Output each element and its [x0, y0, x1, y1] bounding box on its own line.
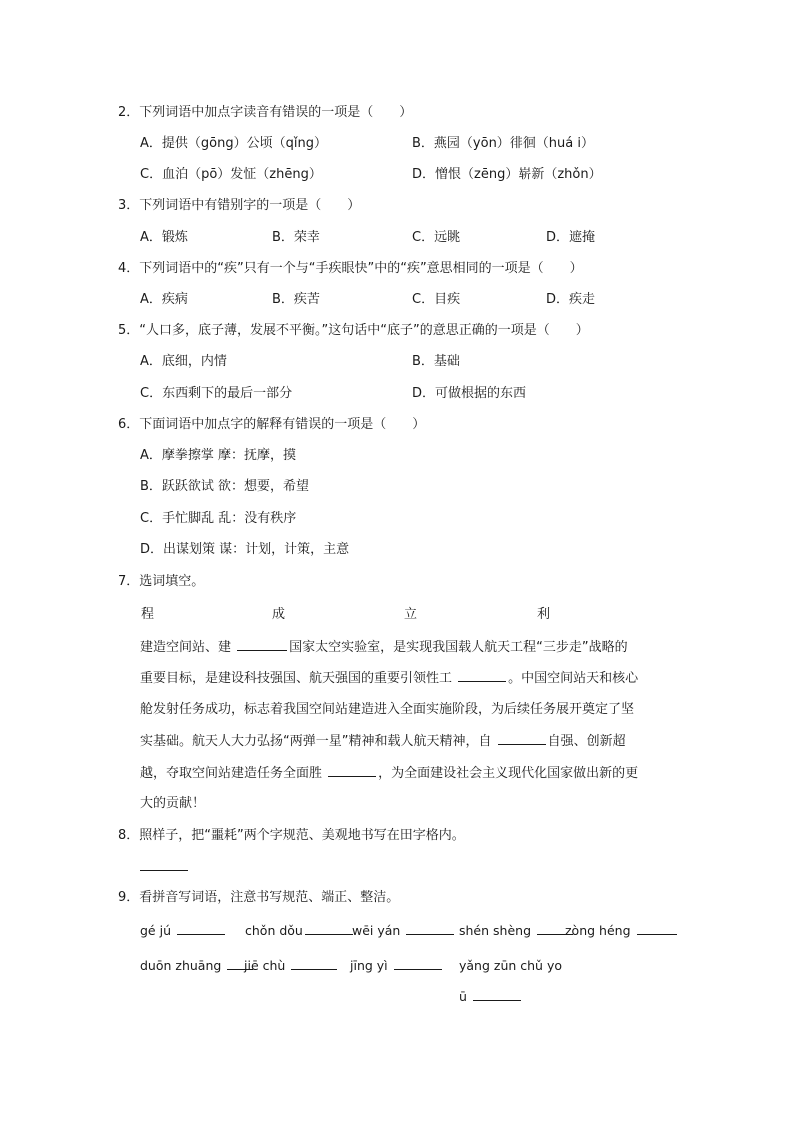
fill-blank-2[interactable]: [458, 669, 506, 682]
question-4-option-d: D．疾走: [546, 292, 596, 307]
pinyin-answer-blank[interactable]: [394, 957, 442, 970]
passage-line-3: 舱发射任务成功，标志着我国空间站建造进入全面实施阶段，为后续任务展开奠定了坚: [140, 702, 635, 717]
question-3-option-c: C．远眺: [412, 230, 461, 245]
pinyin-row-2-item-2: jiē chù: [244, 957, 339, 975]
pinyin-row-2-item-1: duōn zhuāng: [140, 957, 255, 975]
fill-blank-3[interactable]: [498, 732, 546, 745]
pinyin-row-1-item-3: wēi yán: [352, 922, 456, 940]
pinyin-row-1-item-2: chǒn dǒu: [245, 922, 355, 940]
pinyin-answer-blank[interactable]: [305, 922, 353, 935]
pinyin-row-1-item-5: zòng héng: [565, 922, 679, 940]
fill-blank-4[interactable]: [328, 764, 376, 777]
word-bank-item-1: 程: [141, 607, 155, 622]
answer-blank-q8[interactable]: [140, 870, 188, 871]
passage-line-2: 重要目标，是建设科技强国、航天强国的重要引领性工 。中国空间站天和核心: [140, 671, 639, 686]
pinyin-row-1-item-4: shén shèng: [459, 922, 575, 940]
question-3-option-b: B．荣幸: [272, 230, 320, 245]
question-3-option-a: A．锻炼: [140, 230, 188, 245]
fill-blank-1[interactable]: [237, 638, 287, 651]
pinyin-answer-blank[interactable]: [473, 988, 521, 1001]
question-4-option-a: A．疾病: [140, 292, 188, 307]
question-4-option-b: B．疾苦: [272, 292, 320, 307]
question-5-option-b: B．基础: [412, 354, 460, 369]
question-6-option-a: A．摩拳擦掌 摩：抚摩，摸: [140, 448, 297, 463]
question-2-stem: 2．下列词语中加点字读音有错误的一项是（ ）: [118, 105, 413, 120]
question-2-option-d: D．憎恨（zēng）崭新（zhǒn）: [412, 167, 602, 182]
question-2-option-a: A．提供（gōng）公顷（qǐng）: [140, 136, 327, 151]
question-6-option-c: C．手忙脚乱 乱：没有秩序: [140, 511, 297, 526]
pinyin-row-2-item-3: jīng yì: [350, 957, 444, 975]
question-9-stem: 9．看拼音写词语，注意书写规范、端正、整洁。: [118, 890, 400, 905]
question-6-option-d: D．出谋划策 谋：计划，计策，主意: [140, 542, 350, 557]
question-2-option-c: C．血泊（pō）发怔（zhēng）: [140, 167, 322, 182]
pinyin-answer-blank[interactable]: [177, 922, 225, 935]
question-5-option-c: C．东西剩下的最后一部分: [140, 386, 293, 401]
question-3-stem: 3．下列词语中有错别字的一项是（ ）: [118, 198, 361, 213]
question-4-option-c: C．目疾: [412, 292, 461, 307]
word-bank-item-4: 利: [537, 607, 551, 622]
question-8-stem: 8．照样子，把“噩耗”两个字规范、美观地书写在田字格内。: [118, 828, 465, 843]
pinyin-answer-blank[interactable]: [406, 922, 454, 935]
question-6-stem: 6．下面词语中加点字的解释有错误的一项是（ ）: [118, 417, 426, 432]
question-5-option-d: D．可做根据的东西: [412, 386, 527, 401]
word-bank-item-2: 成: [272, 607, 286, 622]
question-5-stem: 5．“人口多，底子薄，发展不平衡。”这句话中“底子”的意思正确的一项是（ ）: [118, 323, 589, 338]
pinyin-row-1-item-1: gé jú: [140, 922, 227, 940]
question-5-option-a: A．底细，内情: [140, 354, 227, 369]
word-bank-item-3: 立: [404, 607, 418, 622]
question-2-option-b: B．燕园（yōn）徘徊（huá i）: [412, 136, 594, 151]
pinyin-answer-blank[interactable]: [291, 957, 337, 970]
pinyin-answer-blank[interactable]: [637, 922, 677, 935]
pinyin-row-2-item-4: yǎng zūn chǔ yo: [459, 958, 563, 973]
question-4-stem: 4．下列词语中的“疾”只有一个与“手疾眼快”中的“疾”意思相同的一项是（ ）: [118, 261, 583, 276]
passage-line-1: 建造空间站、建 国家太空实验室，是实现我国载人航天工程“三步走”战略的: [140, 640, 628, 655]
question-6-option-b: B．跃跃欲试 欲：想要，希望: [140, 479, 310, 494]
question-7-stem: 7．选词填空。: [118, 574, 205, 589]
passage-line-6: 大的贡献！: [140, 796, 206, 811]
passage-line-4: 实基础。航天人大力弘扬“两弹一星”精神和载人航天精神，自 自强、创新超: [140, 734, 626, 749]
question-3-option-d: D．遮掩: [546, 230, 596, 245]
pinyin-row-3-item-1: ū: [459, 988, 523, 1006]
passage-line-5: 越，夺取空间站建造任务全面胜 ，为全面建设社会主义现代化国家做出新的更: [140, 766, 639, 781]
